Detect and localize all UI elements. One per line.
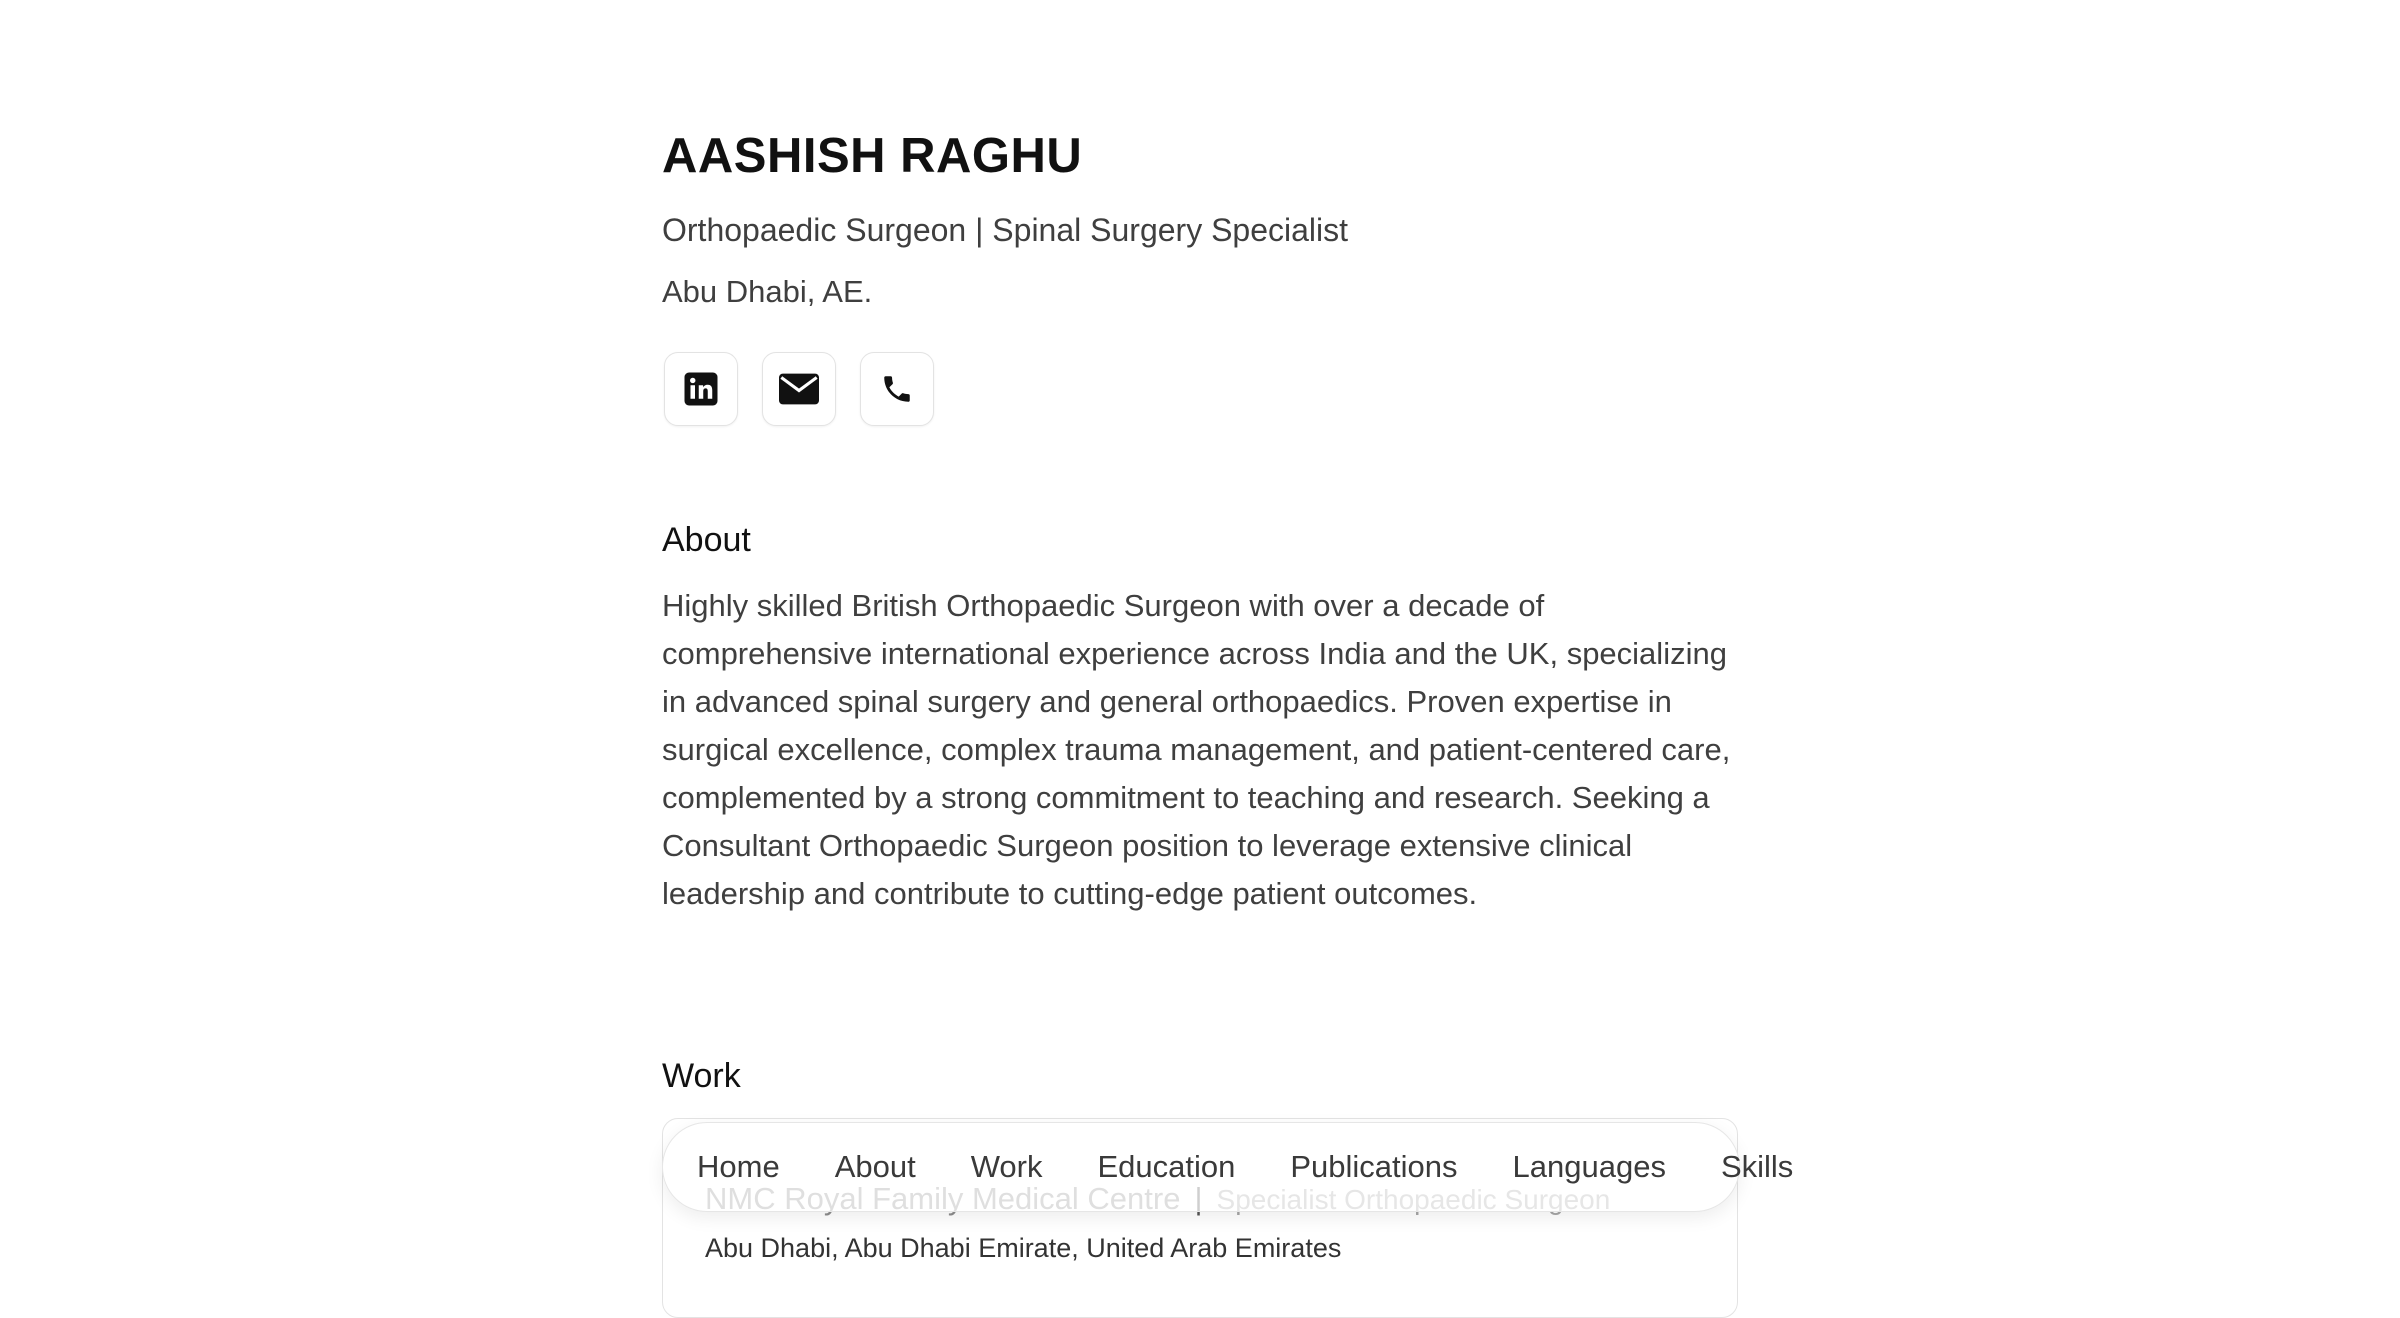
work-heading: Work — [662, 1057, 741, 1095]
nav-item-work[interactable]: Work — [970, 1149, 1043, 1184]
work-location: Abu Dhabi, Abu Dhabi Emirate, United Arab Emirates — [705, 1233, 1342, 1263]
contact-links — [664, 352, 934, 426]
profile-name: AASHISH RAGHU — [662, 129, 1083, 183]
nav-item-publications[interactable]: Publications — [1290, 1149, 1458, 1184]
about-text: Highly skilled British Orthopaedic Surgeon with over a decade of comprehensive international experience across India and the UK, specializing in advanced spinal surgery and general orthopaedics. Proven expertise in surgical excellence, complex trauma management, and patient-centered care, complemented by a strong commitment to teaching and research. Seeking a Consultant Orthopaedic Surgeon position to leverage extensive clinical leadership and contribute to cutting-edge patient outcomes. — [662, 588, 1731, 911]
nav-item-about[interactable]: About — [834, 1149, 916, 1184]
nav-item-home[interactable]: Home — [697, 1149, 780, 1184]
linkedin-icon — [683, 371, 719, 407]
profile-headline: Orthopaedic Surgeon | Spinal Surgery Specialist — [662, 212, 1349, 248]
linkedin-button[interactable] — [664, 352, 738, 426]
profile-location: Abu Dhabi, AE. — [662, 274, 873, 309]
nav-item-skills[interactable]: Skills — [1720, 1149, 1794, 1184]
about-heading: About — [662, 521, 751, 559]
email-button[interactable] — [762, 352, 836, 426]
nav-items — [697, 1123, 1793, 1211]
email-icon — [779, 373, 819, 405]
nav-item-languages[interactable]: Languages — [1512, 1149, 1666, 1184]
phone-button[interactable] — [860, 352, 934, 426]
phone-icon — [880, 372, 914, 406]
nav-item-education[interactable]: Education — [1097, 1149, 1236, 1184]
floating-nav-bar — [662, 1122, 1794, 1212]
